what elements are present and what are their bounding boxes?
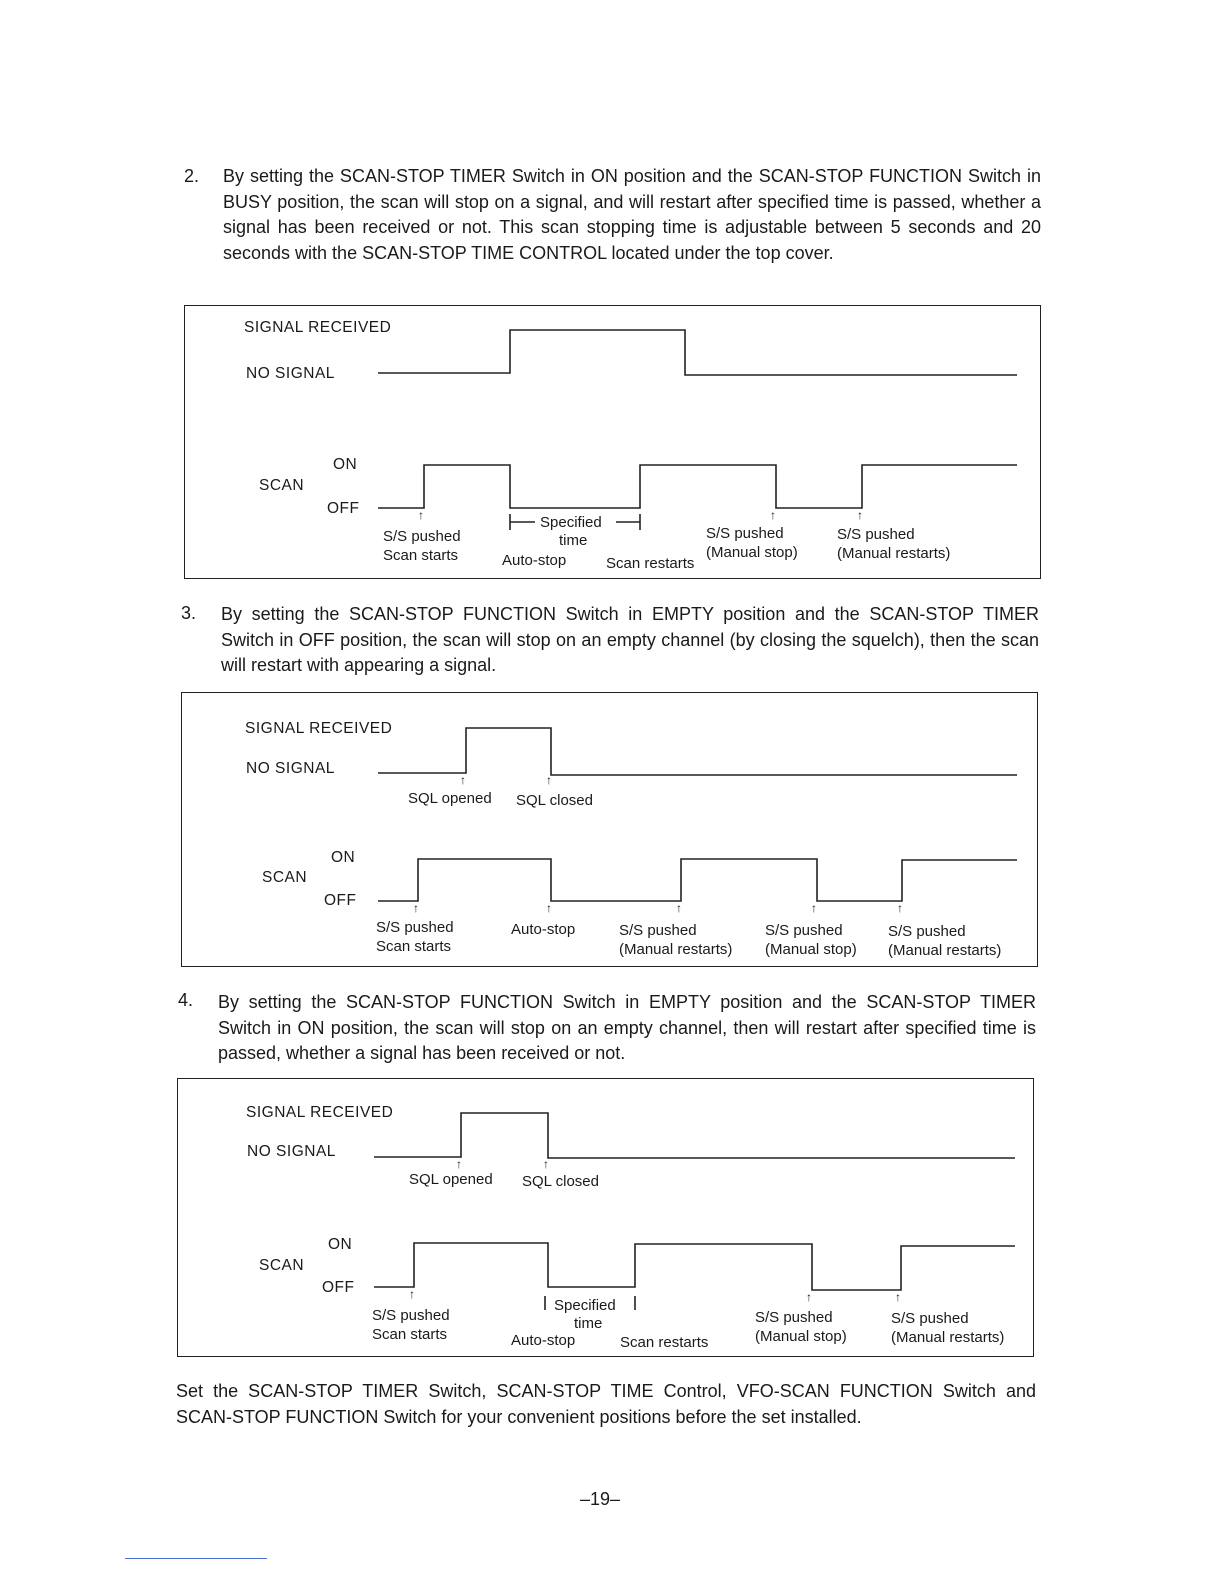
sql-closed-label: SQL closed	[516, 792, 593, 809]
annotation: S/S pushed (Manual restarts)	[888, 923, 1002, 959]
annotation: S/S pushed Scan starts	[376, 919, 454, 955]
annotation: S/S pushed Scan starts	[372, 1307, 450, 1343]
scan-label: SCAN	[262, 869, 308, 886]
off-label: OFF	[324, 892, 357, 909]
arrow-up-icon: ↑	[409, 1287, 415, 1301]
page-number: –19–	[580, 1489, 621, 1509]
arrow-up-icon: ↑	[460, 773, 466, 787]
on-label: ON	[333, 456, 358, 473]
scan-label: SCAN	[259, 1257, 305, 1274]
section-number: 3.	[181, 603, 197, 623]
section-2-text: By setting the SCAN-STOP TIMER Switch in ON position and the SCAN-STOP FUNCTION Switch in BUSY position, the scan will stop on a signal, and will restart after specified time is passed, whether a signal has been received or not. This scan stopping time is adjustable between 5 seconds and 20 seconds with the SCAN-STOP TIME CONTROL located under the top cover.	[223, 166, 1041, 263]
arrow-up-icon: ↑	[857, 508, 863, 522]
no-signal-label: NO SIGNAL	[247, 1143, 336, 1160]
signal-received-label: SIGNAL RECEIVED	[246, 1104, 394, 1121]
arrow-up-icon: ↑	[806, 1290, 812, 1304]
section-3-text: By setting the SCAN-STOP FUNCTION Switch in EMPTY position and the SCAN-STOP TIMER Switch in OFF position, the scan will stop on an empty channel (by closing the squelch), then the scan will restart with appearing a signal.	[221, 604, 1039, 675]
signal-waveform-1	[378, 330, 1017, 375]
no-signal-label: NO SIGNAL	[246, 760, 335, 777]
specified-label: Specified	[540, 514, 602, 531]
time-label: time	[574, 1315, 603, 1332]
time-label: time	[559, 532, 588, 549]
annotation: S/S pushed (Manual restarts)	[891, 1310, 1005, 1346]
arrow-up-icon: ↑	[413, 901, 419, 915]
on-label: ON	[328, 1236, 353, 1253]
sql-opened-label: SQL opened	[408, 790, 492, 807]
annotation: S/S pushed (Manual stop)	[755, 1309, 847, 1345]
section-number: 2.	[184, 166, 200, 186]
scan-restarts-label: Scan restarts	[606, 555, 695, 572]
specified-label: Specified	[554, 1297, 616, 1314]
scan-label: SCAN	[259, 477, 305, 494]
annotation: S/S pushed (Manual stop)	[706, 525, 798, 561]
arrow-up-icon: ↑	[895, 1290, 901, 1304]
auto-stop-label: Auto-stop	[511, 1332, 576, 1349]
signal-received-label: SIGNAL RECEIVED	[245, 720, 393, 737]
scan-restarts-label: Scan restarts	[620, 1334, 709, 1351]
arrow-up-icon: ↑	[770, 508, 776, 522]
sql-closed-label: SQL closed	[522, 1173, 599, 1190]
off-label: OFF	[322, 1279, 355, 1296]
divider	[125, 1558, 267, 1559]
auto-stop-label: Auto-stop	[511, 921, 576, 938]
annotation: S/S pushed (Manual stop)	[765, 922, 857, 958]
auto-stop-label: Auto-stop	[502, 552, 567, 569]
off-label: OFF	[327, 500, 360, 517]
arrow-up-icon: ↑	[897, 901, 903, 915]
annotation: S/S pushed (Manual restarts)	[837, 526, 951, 562]
arrow-up-icon: ↑	[546, 901, 552, 915]
section-4-text: By setting the SCAN-STOP FUNCTION Switch in EMPTY position and the SCAN-STOP TIMER Switch in ON position, the scan will stop on an empty channel, then will restart after specified time is passed, whether a signal has been received or not.	[218, 992, 1036, 1063]
section-number: 4.	[178, 990, 194, 1010]
arrow-up-icon: ↑	[676, 901, 682, 915]
arrow-up-icon: ↑	[811, 901, 817, 915]
annotation: S/S pushed (Manual restarts)	[619, 922, 733, 958]
arrow-up-icon: ↑	[546, 773, 552, 787]
scan-waveform-1	[378, 465, 1017, 508]
on-label: ON	[331, 849, 356, 866]
arrow-up-icon: ↑	[456, 1157, 462, 1171]
closing-text: Set the SCAN-STOP TIMER Switch, SCAN-STOP TIME Control, VFO-SCAN FUNCTION Switch and SCAN-STOP FUNCTION Switch for your convenient positions before the set installed.	[176, 1381, 1036, 1427]
signal-received-label: SIGNAL RECEIVED	[244, 319, 392, 336]
no-signal-label: NO SIGNAL	[246, 365, 335, 382]
annotation: S/S pushed Scan starts	[383, 528, 461, 564]
arrow-up-icon: ↑	[543, 1157, 549, 1171]
arrow-up-icon: ↑	[418, 508, 424, 522]
sql-opened-label: SQL opened	[409, 1171, 493, 1188]
